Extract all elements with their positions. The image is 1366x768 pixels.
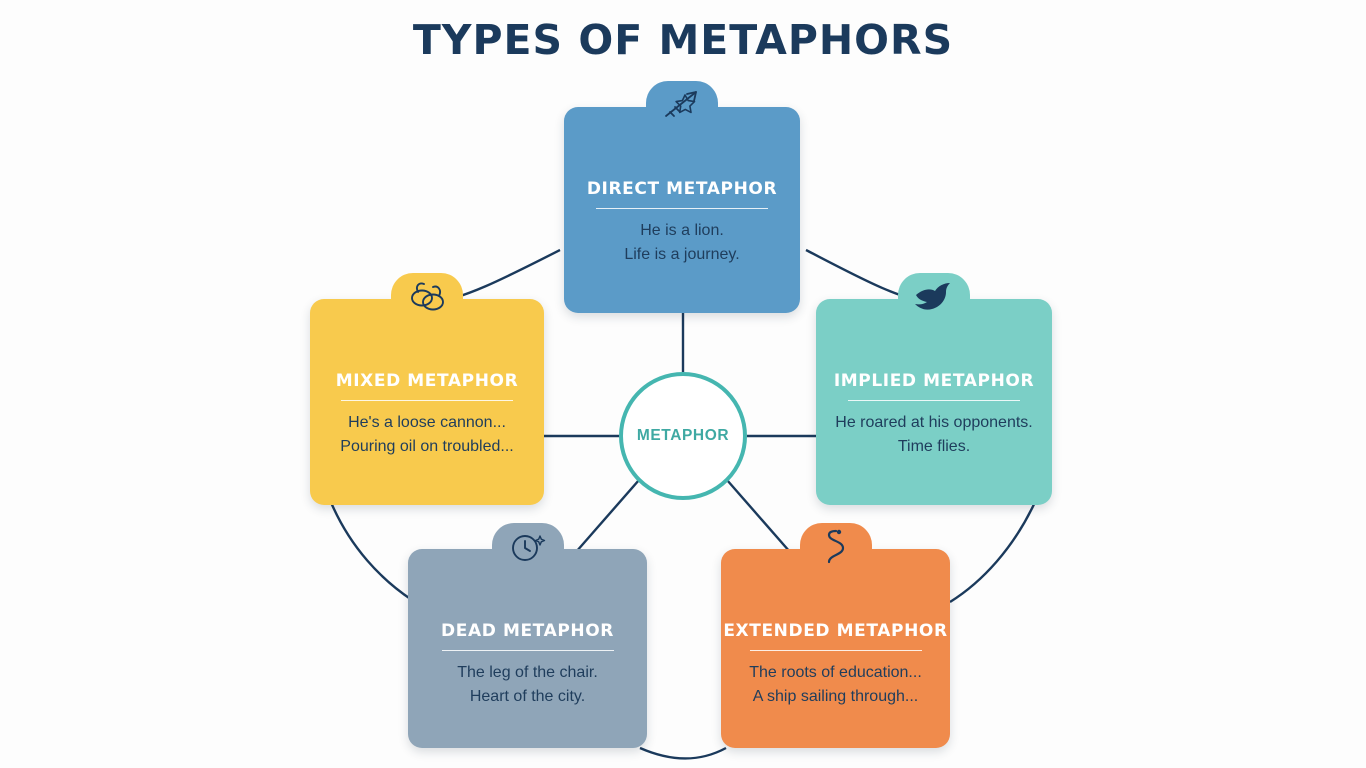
- card-mixed-metaphor[interactable]: [310, 299, 544, 505]
- center-hub-label: METAPHOR: [636, 427, 730, 444]
- card-dead-metaphor[interactable]: [408, 549, 647, 748]
- card-example-line: The leg of the chair.: [457, 664, 598, 681]
- card-example-line: Heart of the city.: [469, 688, 586, 706]
- center-hub: [619, 372, 747, 500]
- divider: [848, 400, 1020, 401]
- page-title: TYPES OF METAPHORS: [412, 16, 954, 64]
- divider: [341, 400, 513, 401]
- spoke-dead: [576, 480, 639, 552]
- bird-icon: [912, 277, 956, 317]
- card-example-line: Pouring oil on troubled...: [340, 438, 514, 456]
- divider: [750, 650, 922, 651]
- card-extended-metaphor[interactable]: [721, 549, 950, 748]
- knot-icon: [405, 277, 449, 317]
- arc-implied-extended: [950, 500, 1036, 602]
- card-example-line: He's a loose cannon...: [348, 414, 506, 431]
- card-implied-metaphor[interactable]: [816, 299, 1052, 505]
- winding-road-icon: [814, 527, 858, 567]
- card-title: IMPLIED METAPHOR: [833, 371, 1035, 391]
- spoke-extended: [727, 480, 790, 552]
- card-example-line: He is a lion.: [640, 222, 724, 239]
- card-example-line: He roared at his opponents.: [835, 414, 1033, 431]
- card-example-line: A ship sailing through...: [752, 688, 919, 706]
- arc-mixed-dead: [330, 500, 412, 600]
- card-direct-metaphor[interactable]: [564, 107, 800, 313]
- card-title: DEAD METAPHOR: [441, 621, 614, 641]
- card-example-line: Time flies.: [897, 438, 971, 456]
- card-example-line: The roots of education...: [749, 664, 922, 681]
- card-title: MIXED METAPHOR: [335, 371, 519, 391]
- arrow-star-icon: [660, 85, 704, 125]
- card-title: DIRECT METAPHOR: [586, 179, 778, 199]
- arc-dead-extended: [640, 748, 726, 759]
- divider: [442, 650, 614, 651]
- card-example-line: Life is a journey.: [624, 246, 740, 264]
- card-title: EXTENDED METAPHOR: [723, 621, 948, 641]
- divider: [596, 208, 768, 209]
- clock-icon: [506, 527, 550, 567]
